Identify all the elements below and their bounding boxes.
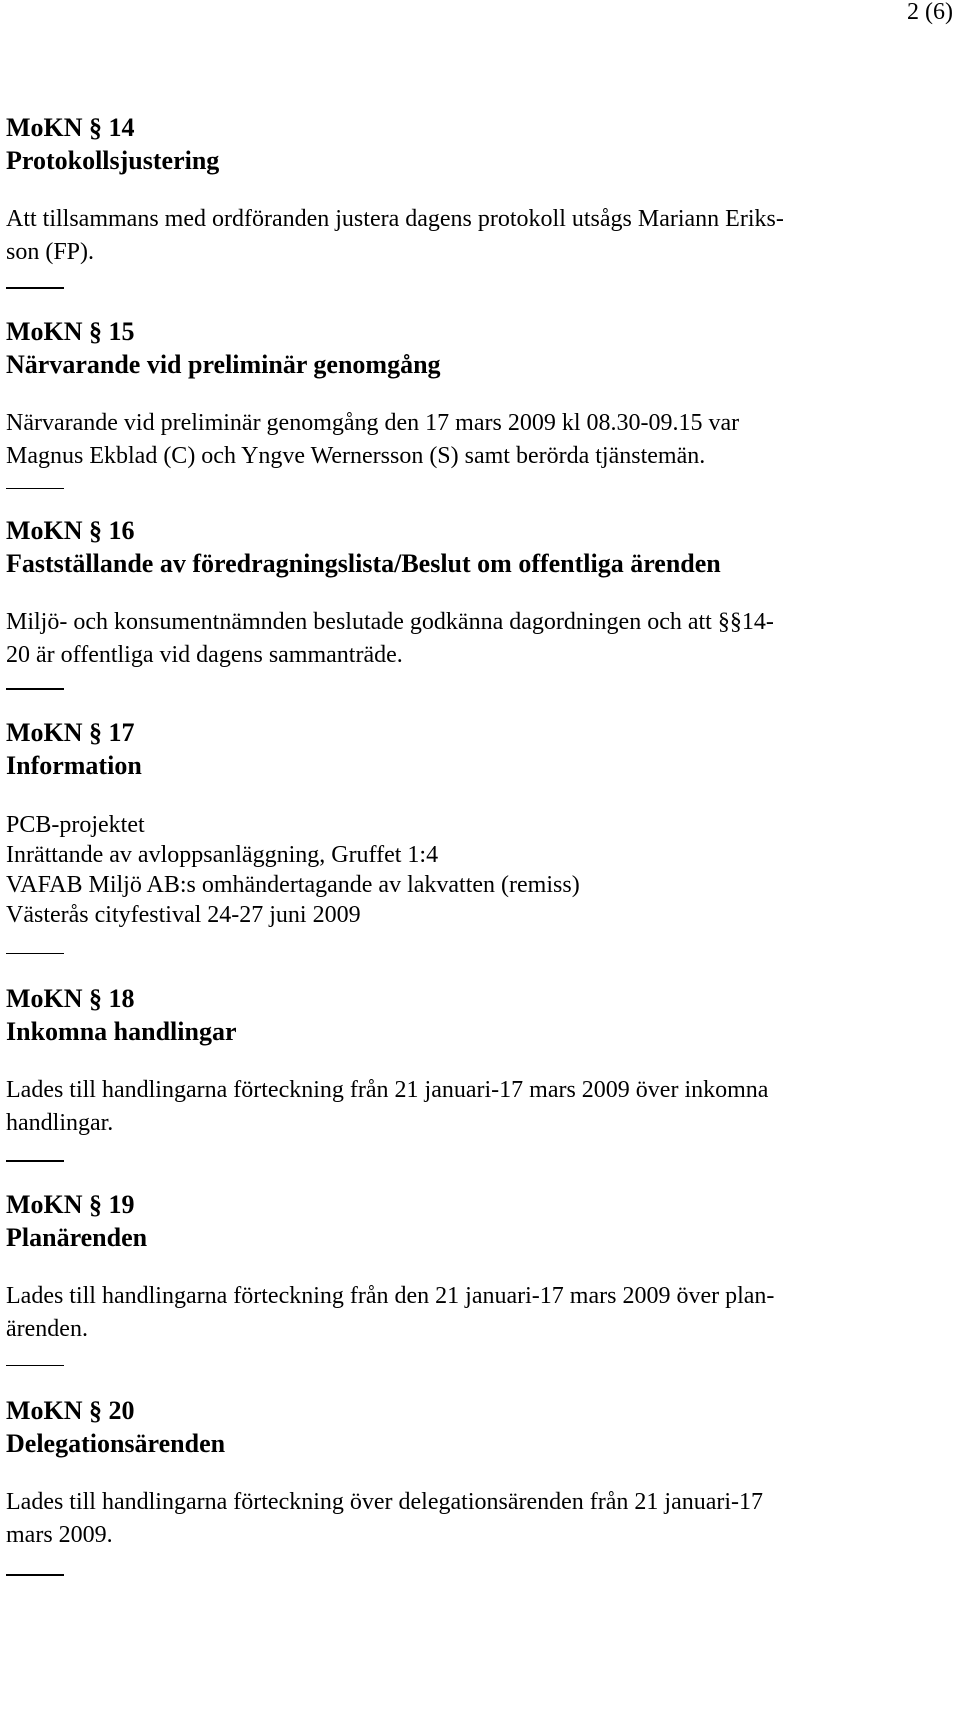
section-heading — [6, 315, 951, 381]
page-number: 2 (6) — [907, 0, 953, 25]
info-item: VAFAB Miljö AB:s omhändertagande av lakvatten (remiss) — [6, 871, 580, 898]
section-ref: MoKN § 20 — [6, 1396, 135, 1425]
section-ref: MoKN § 16 — [6, 516, 135, 545]
section-ref: MoKN § 18 — [6, 984, 135, 1013]
info-item: Västerås cityfestival 24-27 juni 2009 — [6, 901, 361, 928]
section-body — [6, 1486, 951, 1552]
body-line: Lades till handlingarna förteckning från den 21 januari-17 mars 2009 över plan- — [6, 1282, 775, 1309]
section-divider — [6, 488, 64, 490]
section-divider — [6, 688, 64, 690]
info-item: Inrättande av avloppsanläggning, Gruffet 1:4 — [6, 841, 439, 868]
section-body — [6, 810, 951, 930]
section-body — [6, 407, 951, 473]
section-16 — [6, 514, 951, 690]
body-line: 20 är offentliga vid dagens sammanträde. — [6, 642, 403, 668]
section-17 — [6, 716, 951, 955]
section-heading — [6, 1188, 951, 1254]
section-body — [6, 203, 951, 269]
section-title: Fastställande av föredragningslista/Beslut om offentliga ärenden — [6, 549, 721, 578]
section-ref: MoKN § 14 — [6, 113, 135, 142]
section-title: Delegationsärenden — [6, 1429, 226, 1458]
section-ref: MoKN § 17 — [6, 717, 135, 747]
body-line: Att tillsammans med ordföranden justera dagens protokoll utsågs Mariann Eriks- — [6, 206, 784, 232]
section-14 — [6, 111, 951, 289]
body-line: mars 2009. — [6, 1522, 113, 1548]
section-heading — [6, 111, 951, 177]
section-title: Protokollsjustering — [6, 146, 220, 175]
section-heading — [6, 1394, 951, 1460]
section-title: Inkomna handlingar — [6, 1017, 237, 1046]
section-title: Planärenden — [6, 1222, 148, 1252]
section-15 — [6, 315, 951, 490]
section-divider — [6, 287, 64, 289]
body-line: handlingar. — [6, 1110, 114, 1136]
section-ref: MoKN § 19 — [6, 1189, 135, 1219]
body-line: Miljö- och konsumentnämnden beslutade godkänna dagordningen och att §§14- — [6, 609, 774, 635]
body-line: Närvarande vid preliminär genomgång den 17 mars 2009 kl 08.30-09.15 var — [6, 409, 740, 436]
section-heading — [6, 982, 951, 1048]
info-item: PCB-projektet — [6, 811, 145, 838]
body-line: Magnus Ekblad (C) och Yngve Wernersson (S) samt berörda tjänstemän. — [6, 442, 706, 469]
section-ref: MoKN § 15 — [6, 316, 135, 346]
body-line: ärenden. — [6, 1315, 88, 1342]
section-divider — [6, 1365, 64, 1367]
section-title: Närvarande vid preliminär genomgång — [6, 349, 441, 379]
section-divider — [6, 1160, 64, 1162]
body-line: Lades till handlingarna förteckning från 21 januari-17 mars 2009 över inkomna — [6, 1077, 769, 1103]
section-20 — [6, 1394, 951, 1576]
section-title: Information — [6, 750, 142, 780]
section-body — [6, 1074, 951, 1140]
section-body — [6, 606, 951, 672]
section-divider — [6, 1574, 64, 1576]
body-line: Lades till handlingarna förteckning över delegationsärenden från 21 januari-17 — [6, 1489, 764, 1515]
section-divider — [6, 953, 64, 955]
section-heading — [6, 514, 951, 580]
section-19 — [6, 1188, 951, 1367]
minutes-document — [6, 111, 951, 1576]
section-heading — [6, 716, 951, 782]
section-18 — [6, 982, 951, 1162]
body-line: son (FP). — [6, 239, 95, 265]
section-body — [6, 1280, 951, 1346]
